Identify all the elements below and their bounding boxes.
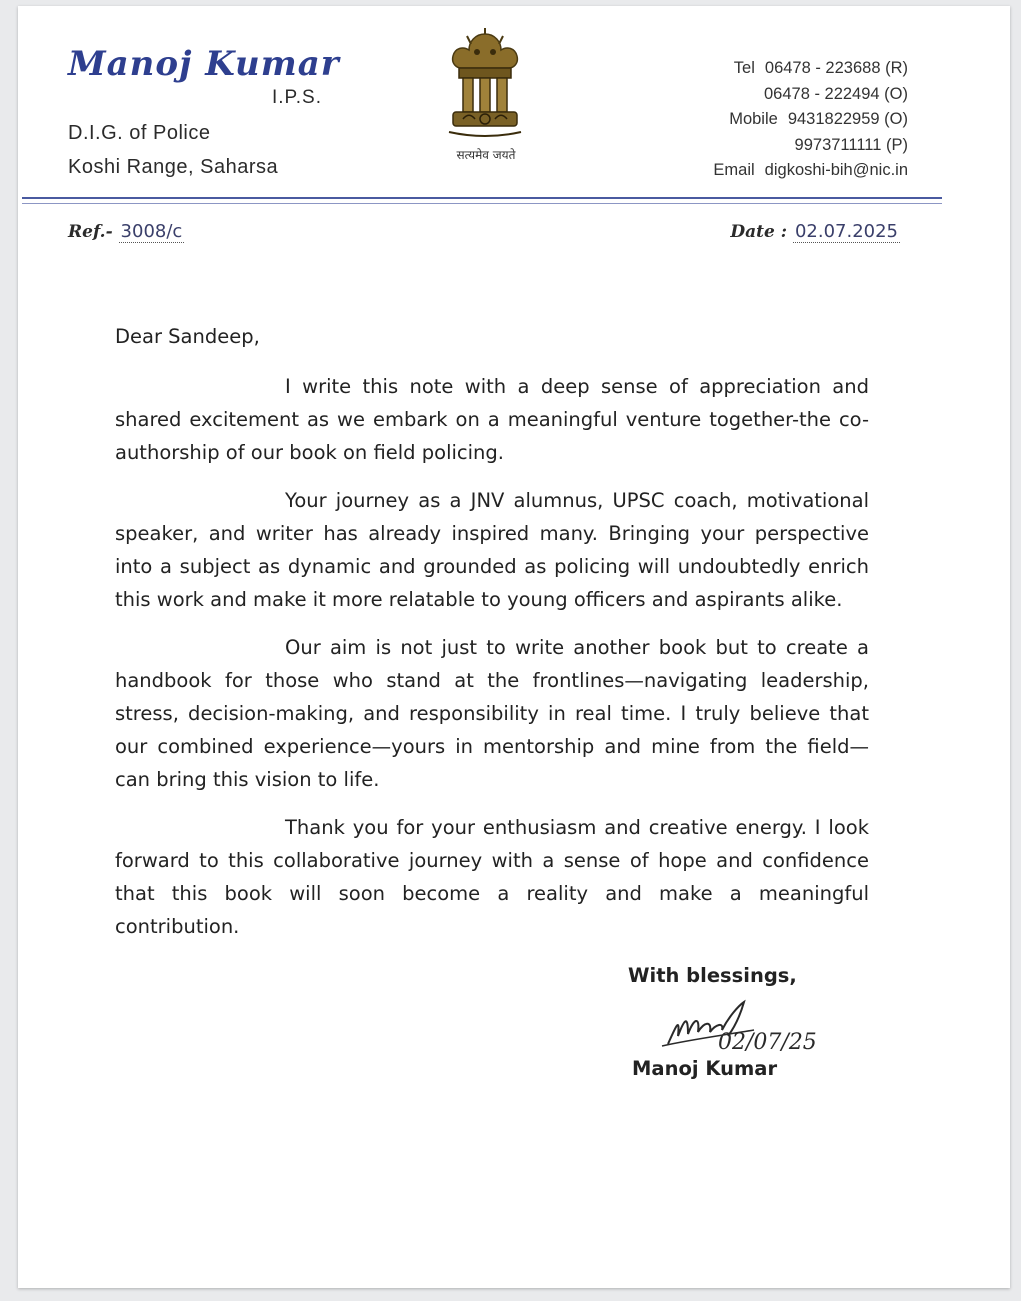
emblem-motto: सत्यमेव जयते [456, 148, 516, 162]
email-address: digkoshi-bih@nic.in [764, 161, 908, 179]
letter-body [115, 320, 869, 958]
letter-date [730, 221, 900, 242]
national-emblem-icon [441, 28, 529, 148]
mobile-office: 9431822959 (O) [787, 110, 908, 128]
paragraph-2: Your journey as a JNV alumnus, UPSC coach, motivational speaker, and writer has already inspired many. Bringing your perspective into a subject as dynamic and grounded as policing will undoubtedly enrich this work and make it more relatable to young officers and aspirants alike. [115, 489, 869, 611]
signature-date: 02/07/25 [718, 1030, 817, 1055]
contact-email-row [713, 158, 908, 184]
tel-residence: 06478 - 223688 (R) [764, 59, 908, 77]
letterhead-name: Manoj Kumar [68, 44, 340, 84]
ref-label: Ref.- [68, 222, 113, 242]
salutation: Dear Sandeep, [115, 325, 260, 348]
date-label: Date : [730, 222, 788, 242]
ref-value: 3008/c [120, 221, 183, 242]
designation: D.I.G. of Police [68, 122, 211, 144]
range-location: Koshi Range, Saharsa [68, 156, 279, 178]
contact-tel-row [713, 56, 908, 82]
letter-page [18, 6, 1010, 1288]
paragraph-1: I write this note with a deep sense of appreciation and shared excitement as we embark on a meaningful venture together-the co-authorship of our book on field policing. [115, 375, 869, 464]
header-divider-thin [22, 203, 942, 204]
contact-mobile-row [713, 107, 908, 133]
header-divider [22, 197, 942, 199]
mobile-personal: 9973711111 (P) [794, 135, 908, 154]
reference-number [68, 221, 184, 242]
closing: With blessings, [628, 964, 797, 987]
email-label: Email [713, 161, 755, 179]
contact-block [713, 56, 908, 184]
paragraph-3: Our aim is not just to write another book but to create a handbook for those who stand at the frontlines—navigating leadership, stress, decision-making, and responsibility in real time. I truly believe that our combined experience—yours in mentorship and mine from the field—can bring this vision to life. [115, 636, 869, 791]
date-value: 02.07.2025 [794, 221, 898, 242]
tel-label: Tel [733, 59, 755, 77]
signatory-name: Manoj Kumar [632, 1057, 778, 1080]
paragraph-4: Thank you for your enthusiasm and creative energy. I look forward to this collaborative journey with a sense of hope and confidence that this book will soon become a reality and make a meaningful contribution. [115, 816, 869, 938]
letterhead-service: I.P.S. [272, 87, 323, 108]
tel-office: 06478 - 222494 (O) [763, 84, 908, 103]
mobile-label: Mobile [729, 110, 778, 128]
